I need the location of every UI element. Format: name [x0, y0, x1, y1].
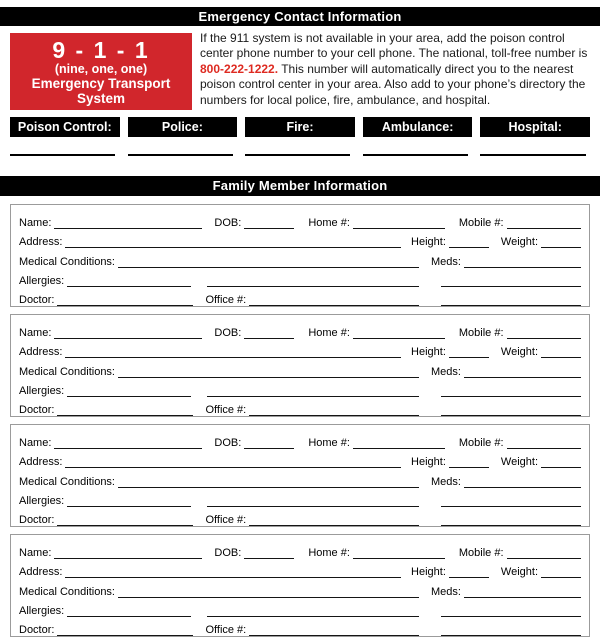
family-row-name: [19, 430, 581, 449]
medical-conditions-label: Medical Conditions:: [19, 475, 115, 488]
allergies-blank-line[interactable]: [67, 383, 191, 397]
emergency-label-hospital: Hospital:: [480, 117, 590, 137]
info-text-before: If the 911 system is not available in your area, add the poison control center phone number to your cell phone. The national, toll-free number is: [200, 31, 588, 61]
address-label: Address:: [19, 566, 63, 579]
home-phone-blank-line[interactable]: [353, 215, 445, 229]
name-blank-line[interactable]: [54, 215, 202, 229]
family-member-box: [10, 204, 590, 307]
home-phone-label: Home #:: [308, 327, 350, 340]
meds-blank-line[interactable]: [464, 474, 581, 488]
dob-label: DOB:: [214, 327, 242, 340]
name-blank-line[interactable]: [54, 325, 202, 339]
meds-continuation-group-2: [431, 292, 581, 306]
weight-blank-line[interactable]: [541, 344, 581, 358]
dob-blank-line[interactable]: [244, 215, 294, 229]
address-blank-line[interactable]: [65, 454, 401, 468]
weight-blank-line[interactable]: [541, 234, 581, 248]
fire-blank-line[interactable]: [245, 154, 350, 156]
meds-continuation-group-2: [431, 402, 581, 416]
meds-continuation-blank-line[interactable]: [441, 383, 581, 397]
home-phone-label: Home #:: [308, 217, 350, 230]
dob-blank-line[interactable]: [244, 435, 294, 449]
meds-continuation-group-2: [431, 622, 581, 636]
meds-continuation-blank-line-2[interactable]: [441, 292, 581, 306]
hospital-blank-line[interactable]: [480, 154, 585, 156]
meds-group: [431, 474, 581, 488]
page-title-bar: Emergency Contact Information: [0, 7, 600, 26]
allergies-extra-blank-line[interactable]: [207, 493, 419, 507]
mobile-phone-blank-line[interactable]: [507, 325, 581, 339]
family-row-doctor: [19, 287, 581, 306]
office-phone-blank-line[interactable]: [249, 292, 419, 306]
family-row-allergies: [19, 598, 581, 617]
doctor-blank-line[interactable]: [57, 292, 193, 306]
info-text-after: This number will automatically direct you to the nearest poison control center in your area. Also add to your phone’s directory the numbers for local police, fire, ambulance, and hospital.: [200, 61, 586, 107]
meds-label: Meds:: [431, 255, 461, 268]
office-phone-label: Office #:: [205, 403, 247, 416]
dob-label: DOB:: [214, 217, 242, 230]
weight-label: Weight:: [500, 346, 538, 359]
meds-label: Meds:: [431, 585, 461, 598]
mobile-phone-label: Mobile #:: [458, 547, 504, 560]
height-label: Height:: [411, 566, 446, 579]
address-label: Address:: [19, 346, 63, 359]
weight-blank-line[interactable]: [541, 454, 581, 468]
meds-continuation-group: [431, 493, 581, 507]
allergies-blank-line[interactable]: [67, 493, 191, 507]
nine-one-one-caption: Emergency Transport System: [31, 76, 171, 106]
height-label: Height:: [411, 346, 446, 359]
meds-group: [431, 584, 581, 598]
height-blank-line[interactable]: [449, 344, 489, 358]
home-phone-blank-line[interactable]: [353, 435, 445, 449]
family-row-name: [19, 320, 581, 339]
meds-blank-line[interactable]: [464, 364, 581, 378]
emergency-label-police: Police:: [128, 117, 238, 137]
mobile-phone-blank-line[interactable]: [507, 435, 581, 449]
meds-blank-line[interactable]: [464, 584, 581, 598]
office-phone-blank-line[interactable]: [249, 402, 419, 416]
family-member-box: [10, 424, 590, 527]
medical-conditions-blank-line[interactable]: [118, 254, 419, 268]
family-title-bar: Family Member Information: [0, 176, 600, 196]
family-row-doctor: [19, 617, 581, 636]
height-blank-line[interactable]: [449, 454, 489, 468]
weight-blank-line[interactable]: [541, 564, 581, 578]
allergies-label: Allergies:: [19, 274, 65, 287]
doctor-label: Doctor:: [19, 403, 55, 416]
allergies-extra-blank-line[interactable]: [207, 273, 419, 287]
allergies-extra-blank-line[interactable]: [207, 603, 419, 617]
medical-conditions-label: Medical Conditions:: [19, 255, 115, 268]
emergency-label-poison-control: Poison Control:: [10, 117, 120, 137]
meds-label: Meds:: [431, 475, 461, 488]
mobile-phone-label: Mobile #:: [458, 327, 504, 340]
weight-label: Weight:: [500, 456, 538, 469]
medical-conditions-blank-line[interactable]: [118, 584, 419, 598]
family-row-doctor: [19, 397, 581, 416]
family-row-allergies: [19, 378, 581, 397]
family-row-medical: [19, 578, 581, 597]
doctor-blank-line[interactable]: [57, 512, 193, 526]
office-phone-label: Office #:: [205, 293, 247, 306]
name-label: Name:: [19, 327, 52, 340]
home-phone-label: Home #:: [308, 437, 350, 450]
mobile-phone-blank-line[interactable]: [507, 215, 581, 229]
meds-group: [431, 364, 581, 378]
doctor-label: Doctor:: [19, 513, 55, 526]
office-phone-blank-line[interactable]: [249, 622, 419, 636]
family-row-allergies: [19, 488, 581, 507]
mobile-phone-label: Mobile #:: [458, 437, 504, 450]
family-member-box: [10, 314, 590, 417]
emergency-numbers-blanks: [0, 154, 600, 156]
emergency-label-fire: Fire:: [245, 117, 355, 137]
allergies-extra-blank-line[interactable]: [207, 383, 419, 397]
meds-continuation-blank-line-2[interactable]: [441, 622, 581, 636]
poison-control-blank-line[interactable]: [10, 154, 115, 156]
family-row-name: [19, 540, 581, 559]
nine-one-one-number: 9 - 1 - 1: [52, 37, 150, 63]
ambulance-blank-line[interactable]: [363, 154, 468, 156]
dob-label: DOB:: [214, 547, 242, 560]
medical-conditions-blank-line[interactable]: [118, 364, 419, 378]
address-blank-line[interactable]: [65, 564, 401, 578]
medical-conditions-label: Medical Conditions:: [19, 365, 115, 378]
doctor-blank-line[interactable]: [57, 402, 193, 416]
office-phone-label: Office #:: [205, 623, 247, 636]
mobile-phone-blank-line[interactable]: [507, 545, 581, 559]
address-label: Address:: [19, 456, 63, 469]
meds-continuation-blank-line[interactable]: [441, 603, 581, 617]
meds-continuation-group-2: [431, 512, 581, 526]
poison-info-section: [0, 31, 600, 110]
nine-one-one-box: [10, 33, 192, 110]
name-label: Name:: [19, 547, 52, 560]
emergency-numbers-row: [0, 117, 600, 137]
family-row-address: [19, 339, 581, 358]
height-blank-line[interactable]: [449, 564, 489, 578]
doctor-blank-line[interactable]: [57, 622, 193, 636]
meds-group: [431, 254, 581, 268]
name-label: Name:: [19, 217, 52, 230]
nine-one-one-words: (nine, one, one): [54, 62, 148, 76]
address-blank-line[interactable]: [65, 344, 401, 358]
allergies-blank-line[interactable]: [67, 273, 191, 287]
poison-phone-number: 800-222-1222.: [200, 61, 279, 76]
family-boxes: [0, 204, 600, 637]
height-blank-line[interactable]: [449, 234, 489, 248]
dob-label: DOB:: [214, 437, 242, 450]
allergies-label: Allergies:: [19, 604, 65, 617]
allergies-label: Allergies:: [19, 384, 65, 397]
address-label: Address:: [19, 236, 63, 249]
height-label: Height:: [411, 236, 446, 249]
dob-blank-line[interactable]: [244, 545, 294, 559]
family-row-name: [19, 210, 581, 229]
name-blank-line[interactable]: [54, 435, 202, 449]
family-row-medical: [19, 248, 581, 267]
home-phone-blank-line[interactable]: [353, 325, 445, 339]
medical-conditions-label: Medical Conditions:: [19, 585, 115, 598]
meds-continuation-group: [431, 273, 581, 287]
doctor-label: Doctor:: [19, 623, 55, 636]
medical-conditions-blank-line[interactable]: [118, 474, 419, 488]
allergies-blank-line[interactable]: [67, 603, 191, 617]
office-phone-label: Office #:: [205, 513, 247, 526]
mobile-phone-label: Mobile #:: [458, 217, 504, 230]
emergency-label-ambulance: Ambulance:: [363, 117, 473, 137]
office-phone-blank-line[interactable]: [249, 512, 419, 526]
police-blank-line[interactable]: [128, 154, 233, 156]
family-row-doctor: [19, 507, 581, 526]
family-row-medical: [19, 358, 581, 377]
weight-label: Weight:: [500, 566, 538, 579]
name-blank-line[interactable]: [54, 545, 202, 559]
home-phone-blank-line[interactable]: [353, 545, 445, 559]
name-label: Name:: [19, 437, 52, 450]
meds-continuation-group: [431, 383, 581, 397]
home-phone-label: Home #:: [308, 547, 350, 560]
weight-label: Weight:: [500, 236, 538, 249]
height-label: Height:: [411, 456, 446, 469]
meds-continuation-blank-line-2[interactable]: [441, 512, 581, 526]
poison-info-paragraph: [200, 31, 590, 108]
family-row-address: [19, 449, 581, 468]
address-blank-line[interactable]: [65, 234, 401, 248]
family-row-address: [19, 559, 581, 578]
meds-continuation-blank-line[interactable]: [441, 273, 581, 287]
family-member-box: [10, 534, 590, 637]
allergies-label: Allergies:: [19, 494, 65, 507]
doctor-label: Doctor:: [19, 293, 55, 306]
meds-continuation-group: [431, 603, 581, 617]
meds-continuation-blank-line-2[interactable]: [441, 402, 581, 416]
meds-label: Meds:: [431, 365, 461, 378]
meds-blank-line[interactable]: [464, 254, 581, 268]
meds-continuation-blank-line[interactable]: [441, 493, 581, 507]
family-row-medical: [19, 468, 581, 487]
family-row-address: [19, 229, 581, 248]
family-row-allergies: [19, 268, 581, 287]
dob-blank-line[interactable]: [244, 325, 294, 339]
